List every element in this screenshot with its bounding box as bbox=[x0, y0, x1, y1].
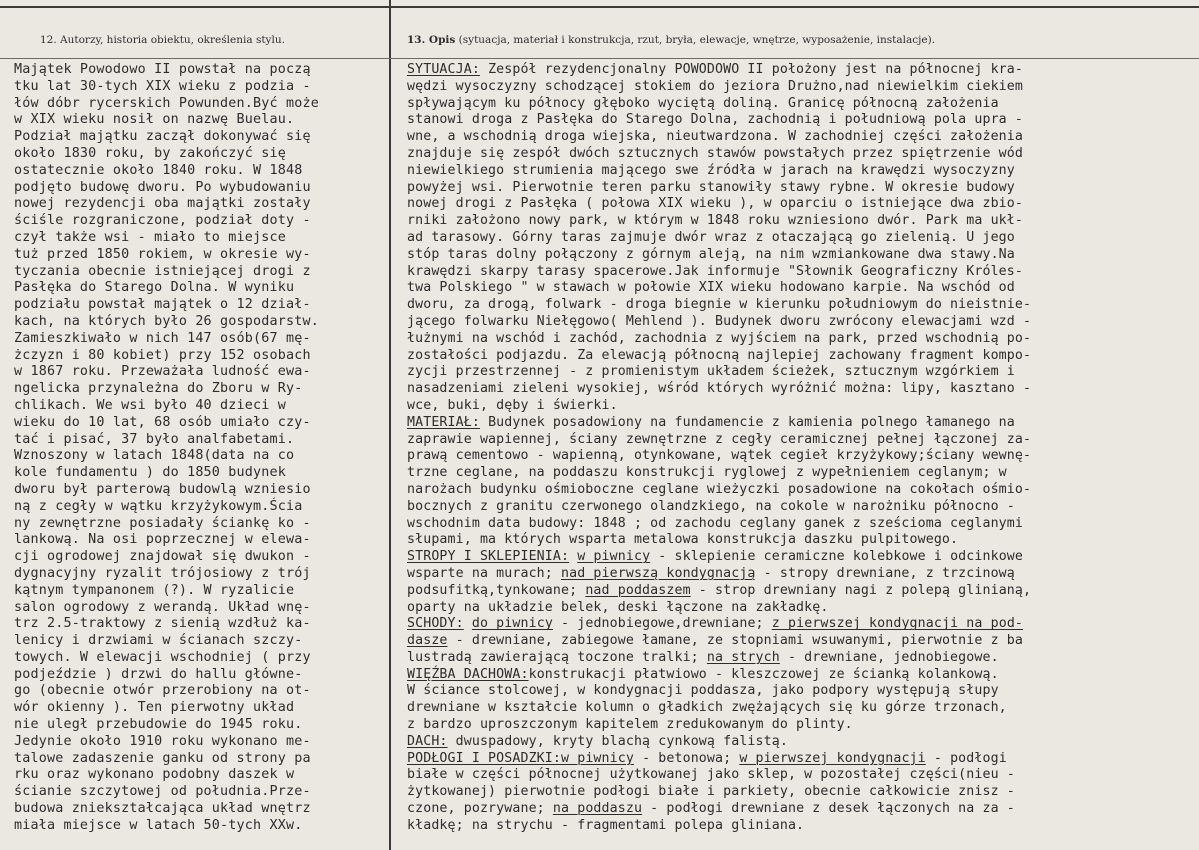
text-segment: stóp taras dolny połączony z górnym aleją, na nim wzmiankowane dwa stawy.Na bbox=[407, 246, 1015, 262]
text-line bbox=[407, 767, 1195, 784]
text-line bbox=[407, 297, 1195, 314]
text-line: tyczania obecnie istniejącej drogi z bbox=[14, 263, 311, 279]
text-line: Wznoszony w latach 1848(data na co bbox=[14, 448, 295, 464]
text-line: około 1830 roku, by zakończyć się bbox=[14, 145, 286, 161]
text-line bbox=[407, 364, 1195, 381]
text-segment bbox=[464, 616, 472, 631]
text-line: wieku do 10 lat, 68 osób umiało czy- bbox=[14, 414, 311, 430]
text-segment: lustradą zawierającą toczone tralki; bbox=[407, 649, 707, 665]
text-segment: zycji przestrzennej - z promienistym układem ścieżek, sztucznym wzgórkiem i bbox=[407, 364, 1015, 380]
text-line bbox=[407, 700, 1195, 717]
text-segment: - sklepienie ceramiczne kolebkowe i odcinkowe bbox=[650, 549, 1024, 565]
underlined-term: SCHODY: bbox=[407, 616, 464, 632]
text-line bbox=[407, 112, 1195, 129]
text-line bbox=[407, 79, 1195, 96]
text-line: łów dóbr rycerskich Powunden.Być może bbox=[14, 95, 319, 111]
text-segment: nowej drogi z Pasłęka ( połowa XIX wieku ), w oparciu o istniejące dwa zbio- bbox=[407, 196, 1023, 212]
text-line: ściśle rozgraniczone, podział doty - bbox=[14, 213, 311, 229]
text-line bbox=[407, 633, 1195, 650]
text-segment: narożach budynku ośmioboczne ceglane wieżyczki posadowione na cokołach ośmio- bbox=[407, 481, 1032, 497]
text-line: Pasłęka do Starego Dolna. W wyniku bbox=[14, 280, 295, 296]
text-line bbox=[407, 314, 1195, 331]
text-segment: zostałości podjazdu. Za elewacją północną najlepiej zachowany fragment kompo- bbox=[407, 347, 1032, 363]
text-segment: stanowi droga z Pasłęka do Starego Dolna, zachodnią i południową pola upra - bbox=[407, 112, 1023, 128]
text-line bbox=[407, 415, 1195, 432]
underlined-term: nad pierwszą kondygnacją bbox=[561, 565, 756, 581]
text-line bbox=[407, 180, 1195, 197]
text-line: miała miejsce w latach 50-tych XXw. bbox=[14, 817, 303, 833]
text-segment: dwuspadowy, kryty blachą cynkową falistą. bbox=[447, 733, 788, 749]
text-line: ostatecznie około 1840 roku. W 1848 bbox=[14, 162, 303, 178]
text-line: dworu był parterową budowlą wzniesio bbox=[14, 481, 311, 497]
text-segment: drewniane w kształcie kolumn o gładkich zwężających się ku górze trzonach, bbox=[407, 700, 1007, 716]
text-line: dygnacyjny ryzalit trójosiowy z trój bbox=[14, 565, 311, 581]
text-line: budowa zniekształcająca układ wnętrz bbox=[14, 801, 311, 817]
left-column-header: 12. Autorzy, historia obiektu, określenia stylu. bbox=[40, 34, 285, 46]
text-line bbox=[407, 549, 1195, 566]
underlined-term: MATERIAŁ: bbox=[407, 414, 480, 430]
text-line bbox=[407, 600, 1195, 617]
header-rule bbox=[0, 58, 1199, 59]
text-segment: oparty na układzie belek, deski łączone na zakładkę. bbox=[407, 599, 829, 615]
underlined-term: na poddaszu bbox=[552, 801, 643, 817]
text-segment: białe w części północnej użytkowanej jako sklep, w pozostałej części(nieu - bbox=[407, 767, 1015, 783]
text-segment: wędzi wysoczyzny schodzącej stokiem do jeziora Drużno,nad niewielkim ciekiem bbox=[407, 78, 1023, 94]
underlined-term: DACH: bbox=[407, 733, 448, 749]
text-segment: - betonowa; bbox=[633, 750, 740, 766]
text-line bbox=[407, 482, 1195, 499]
text-segment: nasadzeniami zieleni wysokiej, wśród których wyróżnić można: lipy, kasztano - bbox=[407, 381, 1032, 397]
text-segment: ad tarasowy. Górny taras zajmuje dwór wraz z otaczającą go zielenią. U jego bbox=[407, 229, 1015, 245]
text-segment: wsparte na murach; bbox=[407, 565, 562, 581]
text-line: podziału powstał majątek o 12 dział- bbox=[14, 297, 311, 313]
text-line: w 1867 roku. Przeważała ludność ewa- bbox=[14, 364, 311, 380]
text-line bbox=[407, 616, 1195, 633]
text-line bbox=[407, 348, 1195, 365]
text-segment: wne, a wschodnią droga wiejska, nieutwardzona. W zachodniej części założenia bbox=[407, 129, 1023, 145]
text-line: rku oraz wykonano podobny daszek w bbox=[14, 767, 295, 783]
text-line: tku lat 30-tych XIX wieku z podzia - bbox=[14, 78, 311, 94]
text-line bbox=[407, 146, 1195, 163]
underlined-term: PODŁOGI I POSADZKI: bbox=[407, 750, 562, 766]
underlined-term: na strych bbox=[706, 649, 780, 665]
text-line: kątnym tympanonem (?). W ryzalicie bbox=[14, 582, 295, 598]
text-segment: słupami, ma których wsparta metalowa konstrukcja daszku pulpitowego. bbox=[407, 532, 959, 548]
text-segment: jącego folwarku Niełęgowo( Mehlend ). Budynek dworu zwrócony elewacjami wzd - bbox=[407, 313, 1032, 329]
text-line bbox=[407, 818, 1195, 835]
text-line bbox=[407, 717, 1195, 734]
column-divider bbox=[389, 0, 391, 850]
text-line: podjęto budowę dworu. Po wybudowaniu bbox=[14, 179, 311, 195]
text-segment: - stropy drewniane, z trzcinową bbox=[755, 565, 1015, 581]
text-line bbox=[407, 331, 1195, 348]
text-segment: - strop drewniany nagi z polepą glinianą, bbox=[690, 582, 1032, 598]
text-line: cji ogrodowej znajdował się dwukon - bbox=[14, 549, 311, 565]
text-line: towych. W elewacji wschodniej ( przy bbox=[14, 649, 311, 665]
text-line bbox=[407, 196, 1195, 213]
text-line bbox=[407, 129, 1195, 146]
text-segment: trzne ceglane, na poddaszu konstrukcji ryglowej z wypełnieniem ceglanym; w bbox=[407, 465, 1007, 481]
text-line bbox=[407, 163, 1195, 180]
text-line bbox=[407, 801, 1195, 818]
text-line: talowe zadaszenie ganku od strony pa bbox=[14, 750, 311, 766]
text-segment bbox=[569, 549, 577, 564]
text-line bbox=[407, 784, 1195, 801]
text-line bbox=[407, 96, 1195, 113]
text-line: trz 2.5-traktowy z sienią wzdłuż ka- bbox=[14, 616, 311, 632]
text-segment: Budynek posadowiony na fundamencie z kamienia polnego łamanego na bbox=[479, 414, 1015, 430]
text-line bbox=[407, 751, 1195, 768]
right-header-text: (sytuacja, materiał i konstrukcja, rzut, bryła, elewacje, wnętrze, wyposażenie, instalacje). bbox=[458, 34, 936, 46]
description-text-column bbox=[407, 62, 1197, 835]
text-segment: z bardzo uproszczonym kapitelem zredukowanym do plinty. bbox=[407, 717, 853, 733]
text-segment: wschodnim data budowy: 1848 ; od zachodu ceglany ganek z sześcioma ceglanymi bbox=[407, 515, 1023, 531]
text-segment: spływającym ku północy głęboko wyciętą doliną. Granicę północną założenia bbox=[407, 95, 999, 111]
text-segment: - podłogi drewniane z desek łączonych na za - bbox=[642, 801, 1015, 817]
text-segment: - jednobiegowe,drewniane; bbox=[552, 616, 772, 632]
text-line: ną z cegły w wątku krzyżykowym.Ścia bbox=[14, 498, 303, 514]
underlined-term: w piwnicy bbox=[561, 750, 634, 766]
text-line bbox=[407, 62, 1195, 79]
text-line bbox=[407, 516, 1195, 533]
text-line bbox=[407, 650, 1195, 667]
text-line: Jedynie około 1910 roku wykonano me- bbox=[14, 733, 311, 749]
text-line bbox=[407, 465, 1195, 482]
text-line: tać i pisać, 37 było analfabetami. bbox=[14, 431, 295, 447]
text-line: lankową. Na osi poprzecznej w elewa- bbox=[14, 532, 311, 548]
text-segment: - drewniane, jednobiegowe. bbox=[779, 649, 999, 665]
text-line: w XIX wieku nosił on nazwę Buelau. bbox=[14, 112, 295, 128]
underlined-term: z pierwszej kondygnacji na pod- bbox=[771, 616, 1024, 632]
text-line: nowej rezydencji oba majątki zostały bbox=[14, 196, 311, 212]
text-segment: - podłogi bbox=[925, 750, 1007, 766]
text-segment: łużnymi na wschód i zachód, zachodnia z wyjściem na park, przed wschodnią po- bbox=[407, 330, 1032, 346]
text-line: kach, na których było 26 gospodarstw. bbox=[14, 313, 319, 329]
text-line bbox=[407, 213, 1195, 230]
text-segment: niewielkiego strumienia mającego swe źródła w jarach na krawędzi wysoczyzny bbox=[407, 162, 1015, 178]
text-line bbox=[407, 532, 1195, 549]
underlined-term: do piwnicy bbox=[471, 616, 553, 632]
text-line bbox=[407, 499, 1195, 516]
text-segment: znajduje się zespół dwóch sztucznych stawów powstałych przez spiętrzenie wód bbox=[407, 145, 1023, 161]
text-line: go (obecnie otwór przerobiony na ot- bbox=[14, 683, 311, 699]
underlined-term: w piwnicy bbox=[577, 549, 651, 565]
text-line: ny zewnętrzne posiadały ściankę ko - bbox=[14, 515, 311, 531]
text-line bbox=[407, 448, 1195, 465]
text-line: nie uległ przebudowie do 1945 roku. bbox=[14, 717, 303, 733]
text-line: wór okienny ). Ten pierwotny układ bbox=[14, 700, 295, 716]
text-line: ngelicka przynależna do Zboru w Ry- bbox=[14, 381, 303, 397]
underlined-term: nad poddaszem bbox=[585, 582, 691, 598]
text-line: salon ogrodowy z werandą. Układ wnę- bbox=[14, 599, 311, 615]
text-line bbox=[407, 381, 1195, 398]
right-column-header bbox=[407, 34, 935, 46]
text-line bbox=[407, 247, 1195, 264]
text-line bbox=[407, 264, 1195, 281]
underlined-term: STROPY I SKLEPIENIA: bbox=[407, 549, 570, 565]
text-segment: zaprawie wapiennej, ściany zewnętrzne z cegły ceramicznej pełnej łączonej za- bbox=[407, 431, 1032, 447]
text-line bbox=[407, 230, 1195, 247]
text-line: lenicy i drzwiami w ścianach szczy- bbox=[14, 633, 303, 649]
text-segment: podsufitką,tynkowane; bbox=[407, 582, 586, 598]
text-line bbox=[407, 683, 1195, 700]
text-line: czył także wsi - miało to miejsce bbox=[14, 229, 286, 245]
top-border-rule bbox=[0, 6, 1199, 8]
text-line bbox=[407, 398, 1195, 415]
text-line: chlikach. We wsi było 40 dzieci w bbox=[14, 397, 286, 413]
text-segment: rniki założono nowy park, w którym w 1848 roku wzniesiono dwór. Park ma ukł- bbox=[407, 213, 1023, 229]
text-line bbox=[407, 667, 1195, 684]
text-segment: - drewniane, zabiegowe łamane, ze stopniami wsuwanymi, pierwotnie z ba bbox=[447, 633, 1024, 649]
text-segment: bocznych z granitu czerwonego olandzkiego, na cokole w narożniku północno - bbox=[407, 498, 1015, 514]
text-line: Majątek Powodowo II powstał na począ bbox=[14, 62, 311, 77]
text-line: podjeździe ) drzwi do hallu główne- bbox=[14, 666, 303, 682]
text-segment: Zespół rezydencjonalny POWODOWO II położony jest na północnej kra- bbox=[479, 62, 1024, 77]
text-line bbox=[407, 734, 1195, 751]
right-header-number: 13. Opis bbox=[407, 34, 456, 46]
text-segment: konstrukacji płatwiowo - kleszczowej ze ścianką kolankową. bbox=[528, 666, 999, 682]
underlined-term: SYTUACJA: bbox=[407, 62, 480, 77]
text-segment: dworu, za drogą, folwark - droga biegnie w kierunku południowym do nieistnie- bbox=[407, 297, 1032, 313]
text-line: Podział majątku zaczął dokonywać się bbox=[14, 129, 311, 145]
text-segment: wce, buki, dęby i świerki. bbox=[407, 397, 618, 413]
underlined-term: WIĘŹBA DACHOWA: bbox=[407, 666, 529, 682]
text-line bbox=[407, 583, 1195, 600]
text-line bbox=[407, 566, 1195, 583]
text-segment: krawędzi skarpy tarasy spacerowe.Jak informuje "Słownik Geograficzny Króles- bbox=[407, 263, 1023, 279]
text-line bbox=[407, 280, 1195, 297]
text-line: ścianie szczytowej od południa.Prze- bbox=[14, 784, 311, 800]
text-segment: twa Polskiego " w stawach w połowie XIX wieku hodowano karpie. Na wschód od bbox=[407, 280, 1015, 296]
text-line bbox=[407, 432, 1195, 449]
underlined-term: w pierwszej kondygnacji bbox=[739, 750, 926, 766]
text-segment: żytkowanej) pierwotnie podłogi białe i parkiety, obecnie całkowicie znisz - bbox=[407, 784, 1015, 800]
text-segment: kładkę; na strychu - fragmentami polepa gliniana. bbox=[407, 817, 805, 833]
text-line: Zamieszkiwało w nich 147 osób(67 mę- bbox=[14, 330, 311, 346]
underlined-term: dasze bbox=[407, 633, 448, 649]
history-text-column bbox=[14, 62, 386, 835]
text-segment: czone, pozrywane; bbox=[407, 801, 553, 817]
text-segment: prawą cementowo - wapienną, otynkowane, wątek cegieł krzyżykowy;ściany wewnę- bbox=[407, 448, 1032, 464]
text-segment: W ściance stolcowej, w kondygnacji poddasza, jako podpory występują słupy bbox=[407, 683, 999, 699]
text-line: kole fundamentu ) do 1850 budynek bbox=[14, 465, 286, 481]
text-line: tuż przed 1850 rokiem, w okresie wy- bbox=[14, 246, 311, 262]
text-segment: powyżej wsi. Pierwotnie teren parku stanowiły stawy rybne. W okresie budowy bbox=[407, 179, 1015, 195]
text-line: żczyzn i 80 kobiet) przy 152 osobach bbox=[14, 347, 311, 363]
